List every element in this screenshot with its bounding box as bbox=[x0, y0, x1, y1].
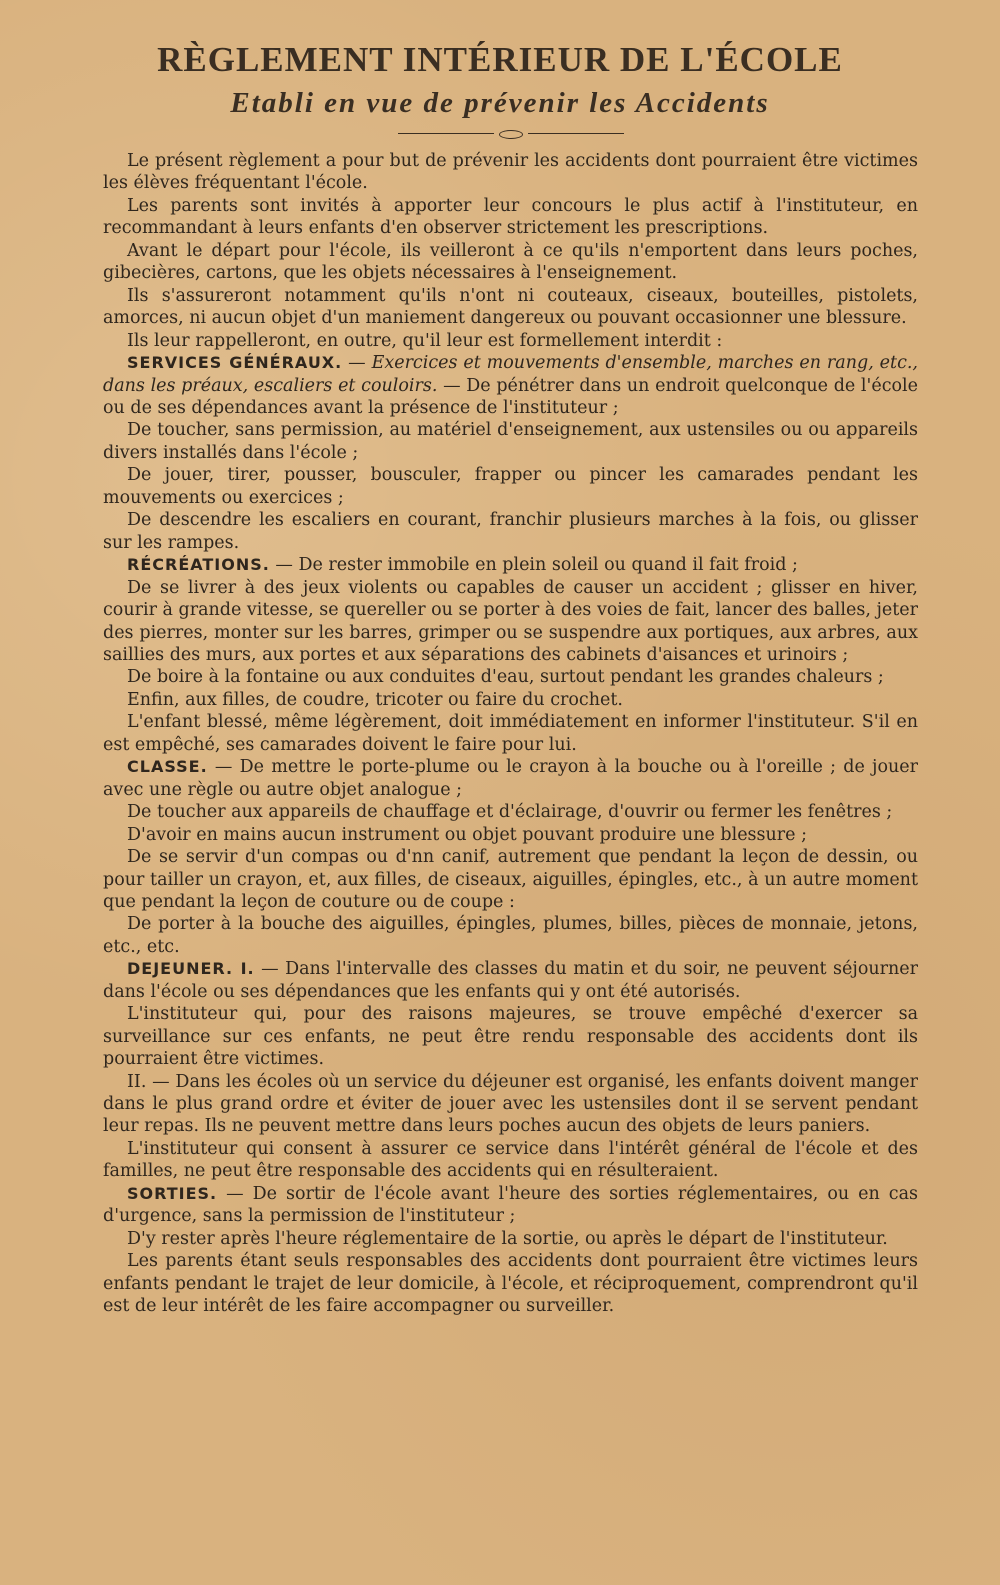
paragraph-text: De porter à la bouche des aiguilles, épingles, plumes, billes, pièces de monnaie, jetons, etc., etc. bbox=[103, 914, 918, 957]
paragraph-text: De jouer, tirer, pousser, bousculer, frapper ou pincer les camarades pendant les mouvements ou exercices ; bbox=[103, 465, 918, 508]
paragraph bbox=[103, 846, 918, 913]
paragraph bbox=[103, 666, 918, 688]
paragraph bbox=[103, 1071, 918, 1138]
paragraph bbox=[103, 240, 918, 285]
section-paragraph: SERVICES GÉNÉRAUX. — Exercices et mouvements d'ensemble, marches en rang, etc., dans les préaux, escaliers et couloirs. — De pénétrer dans un endroit quelconque de l'école ou de ses dépendances avant la présence de l'instituteur ; bbox=[103, 353, 918, 418]
paragraph-text: Dans l'intervalle des classes du matin et du soir, ne peuvent séjourner dans l'école ou ses dépendances que les enfants qui y ont été autorisés. bbox=[103, 959, 918, 1002]
document-body bbox=[103, 150, 918, 1318]
paragraph bbox=[103, 689, 918, 711]
paragraph bbox=[103, 913, 918, 958]
section-paragraph: DEJEUNER. I. — Dans l'intervalle des classes du matin et du soir, ne peuvent séjourner dans l'école ou ses dépendances que les enfants qui y ont été autorisés. bbox=[103, 959, 918, 1002]
paragraph-text: De rester immobile en plein soleil ou quand il fait froid ; bbox=[298, 555, 798, 576]
section-paragraph: CLASSE. — De mettre le porte-plume ou le crayon à la bouche ou à l'oreille ; de jouer avec une règle ou autre objet analogue ; bbox=[103, 757, 918, 800]
paragraph-text: De se servir d'un compas ou d'nn canif, autrement que pendant la leçon de dessin, ou pour tailler un crayon, et, aux filles, de ciseaux, aiguilles, épingles, etc., à un autre moment que pendant la leçon de couture ou de coupe : bbox=[103, 847, 918, 912]
paragraph bbox=[103, 1138, 918, 1183]
paragraph-text: Le présent règlement a pour but de prévenir les accidents dont pourraient être victimes les élèves fréquentant l'école. bbox=[103, 151, 918, 194]
paragraph-text: De descendre les escaliers en courant, franchir plusieurs marches à la fois, ou glisser sur les rampes. bbox=[103, 510, 918, 553]
document-title: RÈGLEMENT INTÉRIEUR DE L'ÉCOLE bbox=[157, 40, 843, 79]
section-paragraph: SORTIES. — De sortir de l'école avant l'heure des sorties réglementaires, ou en cas d'urgence, sans la permission de l'instituteur ; bbox=[103, 1183, 918, 1227]
paragraph bbox=[103, 801, 918, 823]
paragraph bbox=[103, 330, 918, 352]
section-heading: RÉCRÉATIONS. bbox=[127, 555, 270, 575]
paragraph-text: De se livrer à des jeux violents ou capables de causer un accident ; glisser en hiver, courir à grande vitesse, se quereller ou se porter à des voies de fait, lancer des balles, jeter des pierres, monter sur les barres, grimper ou se suspendre aux portiques, aux arbres, aux saillies des murs, aux portes et aux séparations des cabinets d'aisances et urinoirs ; bbox=[103, 577, 918, 665]
paragraph-text: II. — Dans les écoles où un service du déjeuner est organisé, les enfants doivent manger dans le plus grand ordre et éviter de jouer avec les ustensiles dont il se servent pendant leur repas. Ils ne peuvent mettre dans leurs poches aucun des objets de leurs paniers. bbox=[103, 1071, 918, 1137]
paragraph-text: De toucher, sans permission, au matériel d'enseignement, aux ustensiles ou ou appareils divers installés dans l'école ; bbox=[103, 420, 918, 463]
paragraph bbox=[103, 285, 918, 330]
paragraph-text: De boire à la fontaine ou aux conduites d'eau, surtout pendant les grandes chaleurs ; bbox=[127, 667, 884, 688]
document-subtitle: Etabli en vue de prévenir les Accidents bbox=[230, 87, 770, 119]
paragraph-text: Ils s'assureront notamment qu'ils n'ont ni couteaux, ciseaux, bouteilles, pistolets, amorces, ni aucun objet d'un maniement dangereux ou pouvant occasionner une blessure. bbox=[103, 285, 918, 329]
paragraph-text: L'instituteur qui, pour des raisons majeures, se trouve empêché d'exercer sa surveillance sur ces enfants, ne peut être rendu responsable des accidents dont ils pourraient être victimes. bbox=[103, 1004, 918, 1070]
paragraph-text: Les parents étant seuls responsables des accidents dont pourraient être victimes leurs enfants pendant le trajet de leur domicile, à l'école, et réciproquement, comprendront qu'il est de leur intérêt de les faire accompagner ou surveiller. bbox=[103, 1251, 918, 1317]
divider-line-left bbox=[398, 133, 494, 134]
paragraph-text: Enfin, aux filles, de coudre, tricoter ou faire du crochet. bbox=[127, 689, 623, 710]
section-paragraph: RÉCRÉATIONS. — De rester immobile en plein soleil ou quand il fait froid ; bbox=[127, 555, 798, 576]
paragraph-text: Avant le départ pour l'école, ils veilleront à ce qu'ils n'emportent dans leurs poches, gibecières, cartons, que les objets nécessaires à l'enseignement. bbox=[103, 240, 918, 284]
paragraph-text: Ils leur rappelleront, en outre, qu'il leur est formellement interdit : bbox=[127, 330, 723, 351]
paragraph-text: De mettre le porte-plume ou le crayon à la bouche ou à l'oreille ; de jouer avec une règle ou autre objet analogue ; bbox=[103, 757, 918, 800]
paragraph bbox=[103, 1250, 918, 1317]
paragraph-text: L'enfant blessé, même légèrement, doit immédiatement en informer l'instituteur. S'il en est empêché, ses camarades doivent le faire pour lui. bbox=[103, 712, 918, 755]
paragraph bbox=[103, 1228, 918, 1250]
paragraph bbox=[103, 464, 918, 509]
divider-line-right bbox=[528, 133, 624, 134]
divider-knot-icon bbox=[499, 130, 523, 139]
paragraph bbox=[103, 509, 918, 554]
section-heading: CLASSE. bbox=[127, 757, 208, 777]
paragraph-text: Les parents sont invités à apporter leur concours le plus actif à l'instituteur, en recommandant à leurs enfants d'en observer strictement les prescriptions. bbox=[103, 195, 918, 239]
paragraph bbox=[103, 150, 918, 195]
paragraph-text: De sortir de l'école avant l'heure des sorties réglementaires, ou en cas d'urgence, sans la permission de l'instituteur ; bbox=[103, 1183, 918, 1227]
paragraph bbox=[103, 419, 918, 464]
section-subheading: Exercices et mouvements d'ensemble, marches en rang, etc., dans les préaux, escaliers et couloirs. bbox=[103, 353, 918, 396]
paragraph bbox=[103, 195, 918, 240]
section-heading: SERVICES GÉNÉRAUX. bbox=[127, 353, 343, 373]
paragraph-text: L'instituteur qui consent à assurer ce service dans l'intérêt général de l'école et des familles, ne peut être responsable des accidents qui en résulteraient. bbox=[103, 1138, 918, 1182]
paragraph-text: D'avoir en mains aucun instrument ou objet pouvant produire une blessure ; bbox=[127, 824, 807, 845]
section-heading: SORTIES. bbox=[127, 1183, 218, 1203]
paragraph bbox=[103, 577, 918, 667]
paragraph-text: De toucher aux appareils de chauffage et d'éclairage, d'ouvrir ou fermer les fenêtres ; bbox=[127, 802, 893, 823]
divider-ornament bbox=[398, 130, 624, 138]
section-heading: DEJEUNER. I. bbox=[127, 959, 255, 979]
paragraph-text: De pénétrer dans un endroit quelconque de l'école ou de ses dépendances avant la présence de l'instituteur ; bbox=[103, 375, 918, 418]
paragraph bbox=[103, 824, 918, 846]
paragraph bbox=[103, 711, 918, 756]
paragraph bbox=[103, 1003, 918, 1070]
paragraph-text: D'y rester après l'heure réglementaire de la sortie, ou après le départ de l'instituteur. bbox=[127, 1228, 888, 1249]
